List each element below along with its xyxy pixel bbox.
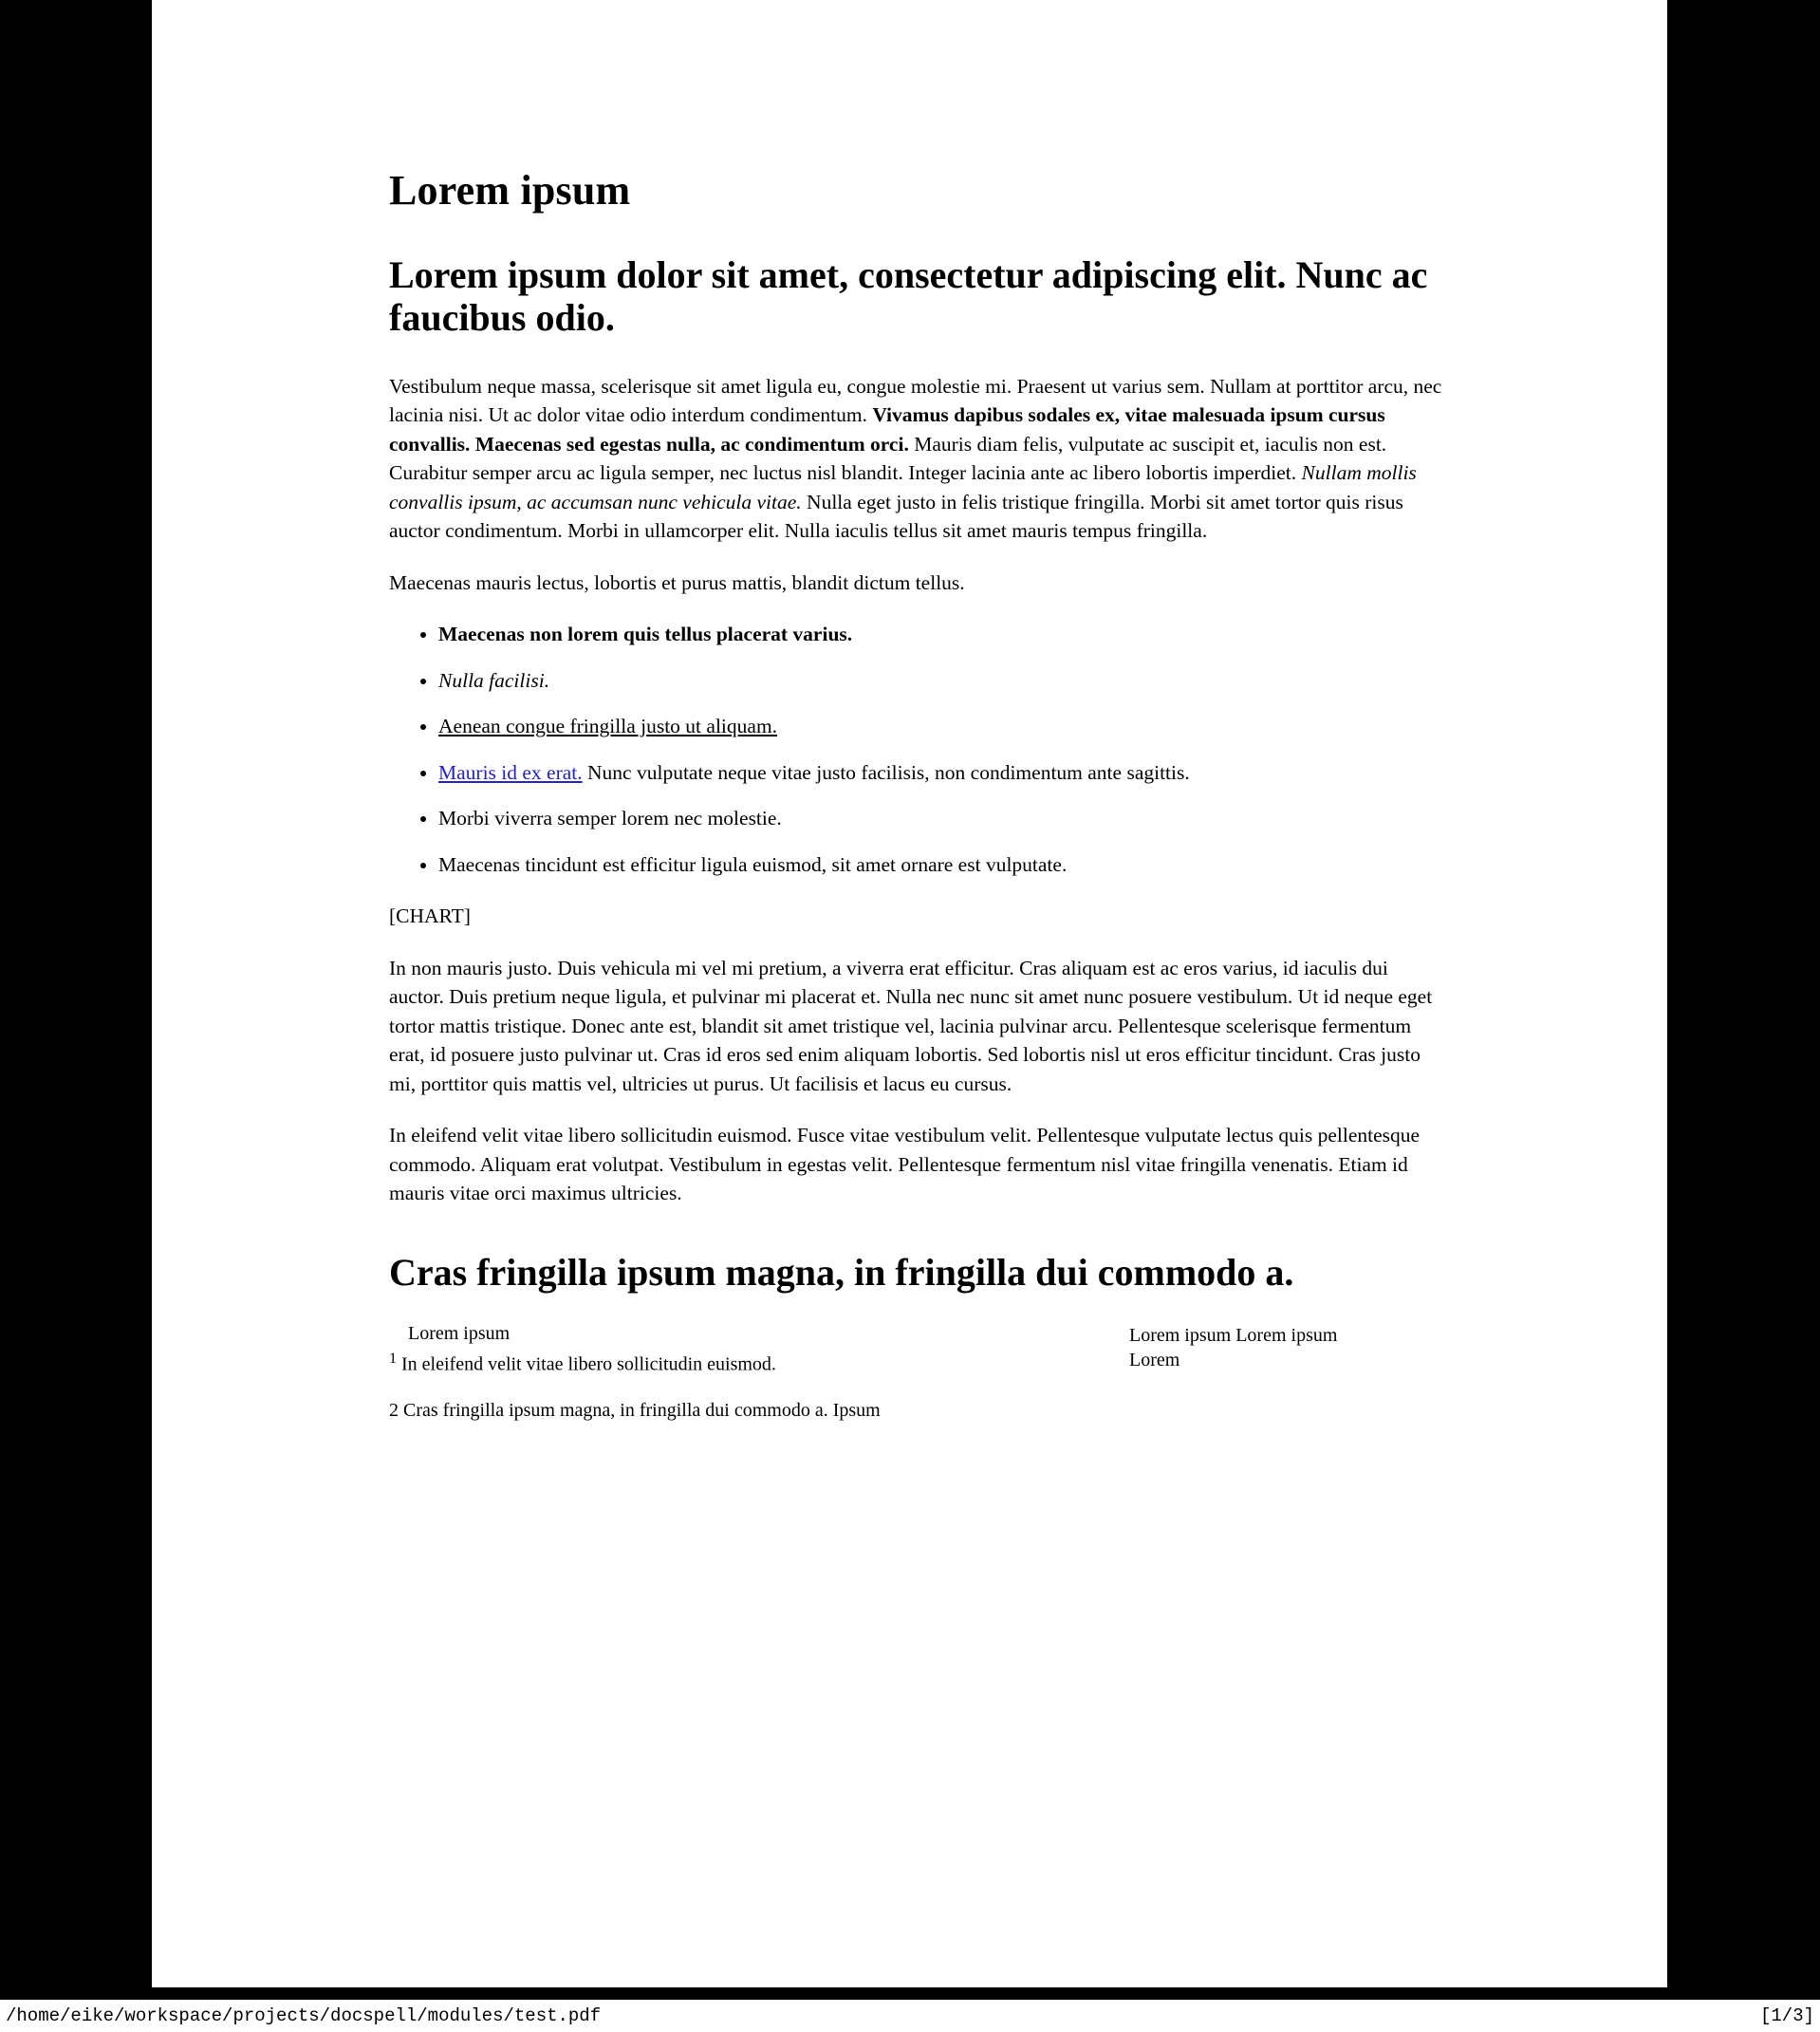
list-item-4-rest: Nunc vulputate neque vitae justo facilisis, non condimentum ante sagittis. xyxy=(582,760,1190,784)
paragraph-2: Maecenas mauris lectus, lobortis et purus mattis, blandit dictum tellus. xyxy=(389,570,965,594)
footnotes-right-column xyxy=(1129,1323,1442,1372)
status-page-indicator: [1/3] xyxy=(1759,2005,1814,2026)
footnotes-left-column xyxy=(389,1323,977,1376)
list-item: • Maecenas non lorem quis tellus placerat varius. xyxy=(438,620,1442,649)
status-bar xyxy=(0,2000,1820,2032)
paragraph-3: In non mauris justo. Duis vehicula mi vel mi pretium, a viverra erat efficitur. Cras aliquam est ac eros varius, id iaculis dui auctor. Duis pretium neque ligula, et pulvinar mi placerat et. Nulla nec nunc sit amet nunc posuere vestibulum. Ut id neque eget tortor mattis tristique. Donec ante est, blandit sit amet tristique vel, lacinia pulvinar arcu. Pellentesque scelerisque fermentum erat, id posuere justo pulvinar ut. Cras id eros sed enim aliquam lobortis. Sed lobortis nisl ut eros efficitur tincidunt. Cras justo mi, porttitor quis mattis vel, ultricies ut purus. Ut facilisis et lacus eu cursus. xyxy=(389,956,1433,1095)
chart-placeholder: [CHART] xyxy=(389,904,471,928)
status-file-path: /home/eike/workspace/projects/docspell/modules/test.pdf xyxy=(6,2005,602,2026)
footnote-number-1: 1 xyxy=(389,1350,397,1367)
paragraph-1-italic: Nullam mollis convallis ipsum, ac accumsan nunc vehicula vitae. xyxy=(389,461,1417,513)
list-item-underlined-text: Aenean congue fringilla justo ut aliquam. xyxy=(438,715,778,738)
list-item xyxy=(438,758,1442,788)
list-item: • Morbi viverra semper lorem nec molestie. xyxy=(438,804,1442,833)
footnote-row-2-text: Cras fringilla ipsum magna, in fringilla dui commodo a. Ipsum xyxy=(403,1400,881,1422)
bullet-list xyxy=(389,620,1442,879)
footnote-right-line-1: Lorem ipsum Lorem ipsum xyxy=(1129,1324,1338,1346)
footnotes-grid xyxy=(389,1323,1442,1376)
paragraph-4: In eleifend velit vitae libero sollicitudin euismod. Fusce vitae vestibulum velit. Pellentesque vulputate lectus quis pellentesque commodo. Aliquam erat volutpat. Vestibulum in egestas velit. Pellentesque fermentum nisl vitae fringilla venenatis. Etiam id mauris vitae orci maximus ultricies. xyxy=(389,1124,1421,1205)
footnote-left-line-2 xyxy=(389,1351,977,1376)
document-page xyxy=(152,0,1667,1987)
page-content xyxy=(389,166,1442,1422)
footnote-left-text-2: In eleifend velit vitae libero sollicitudin euismod. xyxy=(401,1353,776,1375)
footnote-left-line-1: Lorem ipsum xyxy=(408,1322,511,1344)
footnote-number-2: 2 xyxy=(389,1400,399,1422)
mauris-id-ex-erat-link[interactable]: Mauris id ex erat. xyxy=(438,760,583,784)
paragraph-1-part1: Vestibulum neque massa, scelerisque sit amet ligula eu, congue molestie mi. Praesent ut varius sem. Nullam at porttitor arcu, nec lacinia nisi. Ut ac dolor vitae odio interdum condimentum. xyxy=(389,374,1442,427)
footnote-right-line-2: Lorem xyxy=(1129,1349,1180,1370)
paragraph-1 xyxy=(389,372,1442,546)
footnotes-area xyxy=(389,1323,1442,1423)
footnote-row-2 xyxy=(389,1400,1442,1422)
paragraph-1-part2: Mauris diam felis, vulputate ac suscipit et, iaculis non est. Curabitur semper arcu ac ligula semper, nec luctus nisl blandit. Integer lacinia ante ac libero lobortis imperdiet. xyxy=(389,432,1387,485)
section-heading-1: Lorem ipsum dolor sit amet, consectetur adipiscing elit. Nunc ac faucibus odio. xyxy=(389,253,1428,339)
list-item xyxy=(438,712,1442,741)
section-heading-2: Cras fringilla ipsum magna, in fringilla dui commodo a. xyxy=(389,1250,1294,1294)
paragraph-1-bold: Vivamus dapibus sodales ex, vitae malesuada ipsum cursus convallis. Maecenas sed egestas nulla, ac condimentum orci. xyxy=(389,403,1385,456)
paragraph-1-part3: Nulla eget justo in felis tristique fringilla. Morbi sit amet tortor quis risus auctor condimentum. Morbi in ullamcorper elit. Nulla iaculis tellus sit amet mauris tempus fringilla. xyxy=(389,490,1403,543)
page-title: Lorem ipsum xyxy=(389,167,631,214)
list-item: • Maecenas tincidunt est efficitur ligula euismod, sit amet ornare est vulputate. xyxy=(438,850,1442,880)
list-item: • Nulla facilisi. xyxy=(438,666,1442,696)
